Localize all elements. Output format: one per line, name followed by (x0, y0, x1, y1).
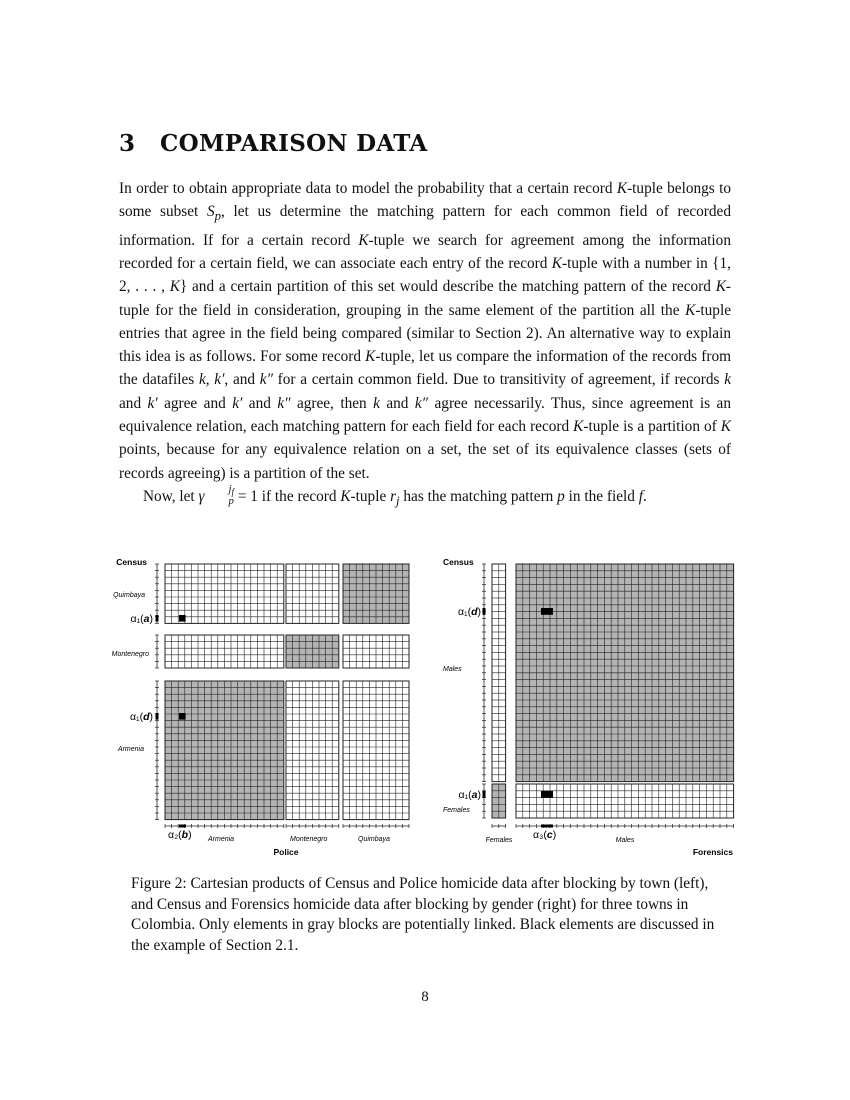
figure-2 (100, 555, 750, 865)
page-number: 8 (421, 989, 429, 1005)
left-x-marker-b (179, 825, 186, 828)
left-col-label-quimbaya: Quimbaya (358, 836, 390, 843)
right-row-label-females: Females (443, 807, 470, 814)
left-col-label-montenegro: Montenegro (290, 836, 328, 843)
figure-caption: Figure 2: Cartesian products of Census and Police homicide data after blocking by town (left), and Census and Forensics homicide data after blocking by gender (right) for three towns in Colombia. Only elements in gray blocks are potentially linked. Black elements are discussed in the example of Section 2.1. (131, 875, 715, 954)
right-col-label-males: Males (615, 837, 635, 844)
right-block-females-females (492, 784, 506, 818)
right-block-males-females (492, 564, 506, 782)
left-block-r0-c1 (286, 564, 339, 623)
left-alpha-a-label: α₁(a) (130, 613, 153, 625)
right-y-ticks-females (482, 784, 486, 818)
left-col-label-armenia: Armenia (208, 836, 235, 843)
paragraph-2: Now, let γ $j_f$ p = 1 if the record K-tuple $r_j$ has the matching pattern p in the field f. (143, 483, 647, 508)
right-x-marker-c (541, 825, 553, 828)
left-block-r1-c2 (343, 635, 409, 668)
left-block-r1-c1 (286, 635, 339, 668)
right-alpha-d-label: α₁(d) (457, 606, 481, 618)
left-y-axis-title: Census (116, 557, 147, 567)
left-block-r2-c1 (286, 681, 339, 820)
left-highlight-d-b (179, 713, 186, 720)
right-alpha-c-label: α₃(c) (533, 829, 557, 841)
figure-svg (100, 555, 750, 865)
right-row-label-males: Males (443, 666, 462, 673)
right-y-ticks-males (482, 564, 486, 782)
left-highlight-a-b (179, 615, 186, 622)
left-x-ticks-quimbaya (343, 824, 409, 828)
section-title: COMPARISON DATA (160, 130, 428, 157)
right-x-axis-title: Forensics (692, 847, 733, 857)
left-y-ticks-armenia (155, 681, 159, 820)
left-block-r0-c0 (165, 564, 284, 623)
left-row-label-quimbaya: Quimbaya (113, 592, 145, 599)
right-highlight-d-c (541, 608, 553, 615)
left-x-ticks-montenegro (286, 824, 339, 828)
left-row-label-armenia: Armenia (117, 746, 144, 753)
right-highlight-a-c (541, 791, 553, 798)
right-block-females-males (516, 784, 734, 818)
right-col-label-females: Females (485, 837, 513, 844)
section-number: 3 (119, 130, 136, 157)
right-y-marker-d (483, 608, 486, 615)
right-alpha-a-label: α₁(a) (458, 789, 481, 801)
left-y-ticks-montenegro (155, 635, 159, 668)
paragraph-1: In order to obtain appropriate data to model the probability that a certain record K-tuple belongs to some subset $S_p$, let us determine the matching pattern for each common field of recorded information. If for a certain record K-tuple we search for agreement among the information recorded for a certain field, we can associate each entry of the record K-tuple with a number in {1, 2, . . . , K} and a certain partition of this set would describe the matching pattern of the record K-tuple for the field in consideration, grouping in the same element of the partition all the K-tuple entries that agree in the field being compared (similar to Section 2). An alternative way to explain this idea is as follows. For some record K-tuple, let us compare the information of the records from the datafiles k, k′, and k″ for a certain common field. Due to transitivity of agreement, if records k and k′ agree and k′ and k″ agree, then k and k″ agree necessarily. Thus, since agreement is an equivalence relation, each matching pattern for each field for each record K-tuple is a partition of K points, because for any equivalence relation on a set, the set of its equivalence classes (sets of records agreeing) is a partition of the set. (119, 180, 732, 482)
left-y-ticks-quimbaya (155, 564, 159, 623)
right-block-males-males (516, 564, 734, 782)
right-y-axis-title: Census (443, 557, 474, 567)
left-block-r0-c2 (343, 564, 409, 623)
left-block-r2-c2 (343, 681, 409, 820)
left-x-axis-title: Police (273, 847, 299, 857)
left-y-marker-d (156, 713, 159, 720)
section-heading (119, 130, 428, 157)
left-row-label-montenegro: Montenegro (111, 651, 149, 658)
left-block-r2-c0 (165, 681, 284, 820)
right-x-ticks-females (492, 824, 506, 828)
body-text (119, 177, 731, 513)
left-y-marker-a (156, 615, 159, 622)
left-block-r1-c0 (165, 635, 284, 668)
right-y-marker-a (483, 791, 486, 798)
left-alpha-d-label: α₁(d) (129, 711, 153, 723)
left-alpha-b-label: α₂(b) (168, 829, 192, 841)
